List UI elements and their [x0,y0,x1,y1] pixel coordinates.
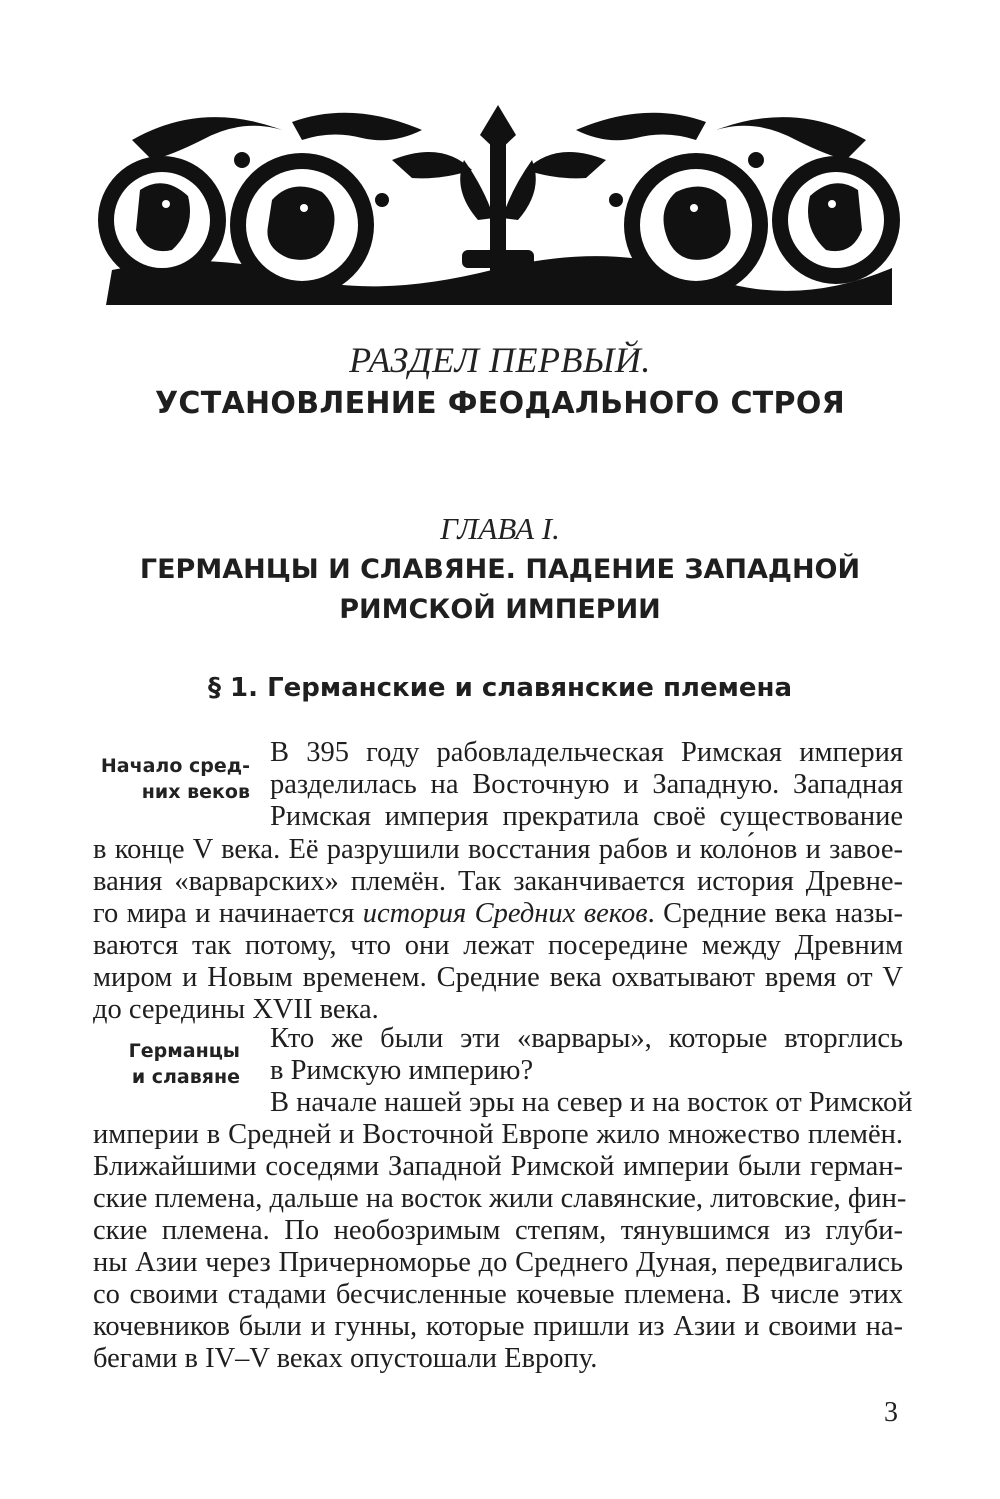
section-kicker: РАЗДЕЛ ПЕРВЫЙ. [349,340,651,380]
body-line: до середины XVII века. [93,994,379,1025]
body-line: разделилась на Восточную и Западную. Западная [270,769,903,800]
section-heading [0,338,1000,426]
body-line: Кто же были эти «варвары», которые вторглись [270,1023,903,1054]
margin-note-middle-ages [100,753,250,805]
body-line: ваются так потому, что они лежат посередине между Древним [93,930,903,961]
body-line: Ближайшими соседями Западной Римской империи были герман- [93,1151,903,1182]
body-line: кочевников были и гунны, которые пришли из Азии и своими на- [93,1311,903,1342]
body-line: ские племена. По необозримым степям, тянувшимся из глуби- [93,1215,903,1246]
margin-note-line: Германцы [128,1040,240,1062]
body-line: бегами в IV–V веках опустошали Европу. [93,1343,598,1374]
chapter-kicker: ГЛАВА I. [440,511,560,546]
chapter-heading [0,508,1000,630]
body-line: ские племена, дальше на восток жили славянские, литовские, фин- [93,1183,907,1214]
body-line [93,897,903,931]
emphasis-text: история Средних веков [362,898,648,929]
margin-note-line: Начало сред- [100,755,250,777]
margin-note-line: них веков [141,781,250,803]
body-line: в Римскую империю? [270,1055,534,1086]
margin-note-germans-slavs [90,1038,240,1090]
body-line: ны Азии через Причерноморье до Среднего Дуная, передвигались [93,1247,903,1278]
page-number: 3 [884,1397,898,1428]
body-text: . Средние века назы- [647,898,903,929]
chapter-title-line1: ГЕРМАНЦЫ И СЛАВЯНЕ. ПАДЕНИЕ ЗАПАДНОЙ [139,554,861,585]
body-line: в конце V века. Её разрушили восстания рабов и коло́нов и завое- [93,834,903,865]
body-line: В начале нашей эры на север и на восток от Римской [270,1087,913,1118]
body-line: Римская империя прекратила своё существование [270,801,903,832]
body-line: миром и Новым временем. Средние века охватывают время от V [93,962,903,993]
body-line: В 395 году рабовладельческая Римская империя [270,737,903,768]
body-line: со своими стадами бесчисленные кочевые племена. В числе этих [93,1279,903,1310]
body-line: вания «варварских» племён. Так заканчивается история Древне- [93,866,903,897]
dragon-scroll-ornament-icon [92,100,906,308]
body-line: империи в Средней и Восточной Европе жило множество племён. [93,1119,903,1150]
paragraph-heading: § 1. Германские и славянские племена [208,673,792,703]
body-text: го мира и начинается [93,898,363,929]
section-title: УСТАНОВЛЕНИЕ ФЕОДАЛЬНОГО СТРОЯ [154,386,846,421]
chapter-title-line2: РИМСКОЙ ИМПЕРИИ [339,594,661,625]
margin-note-line: и славяне [131,1066,240,1088]
